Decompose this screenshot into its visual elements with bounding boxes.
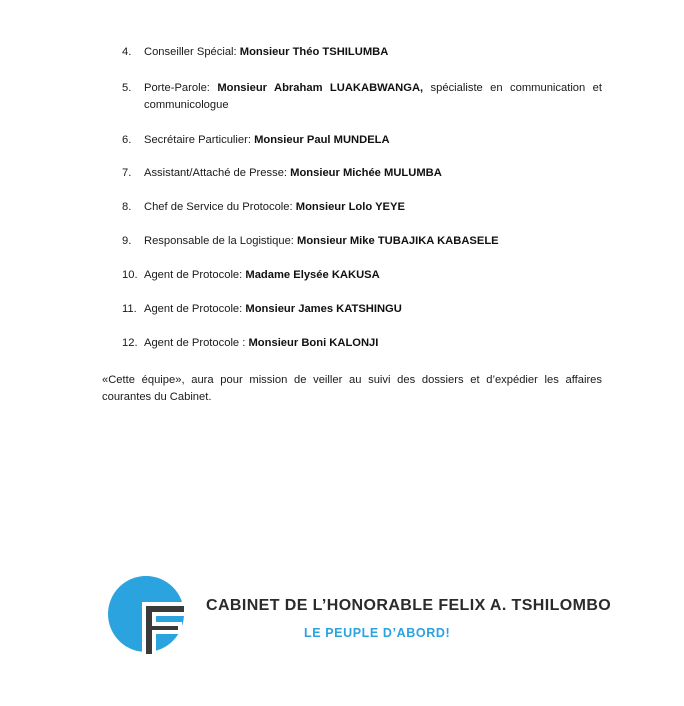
list-item bbox=[122, 165, 602, 182]
member-role: Agent de Protocole: bbox=[144, 269, 246, 281]
list-item bbox=[122, 267, 602, 284]
list-item bbox=[122, 80, 602, 114]
item-number: 5. bbox=[122, 82, 132, 94]
member-name: Monsieur Théo TSHILUMBA bbox=[239, 46, 389, 58]
member-role: Chef de Service du Protocole: bbox=[144, 201, 296, 213]
logo-graphic bbox=[108, 572, 198, 664]
member-role: Secrétaire Particulier: bbox=[144, 134, 255, 146]
f-circle-logo-icon bbox=[108, 572, 198, 664]
closing-paragraph: «Cette équipe», aura pour mission de veiller au suivi des dossiers et d’expédier les affaires courantes du Cabinet. bbox=[102, 374, 602, 403]
member-role: Agent de Protocole : bbox=[144, 337, 249, 349]
item-number: 6. bbox=[122, 134, 132, 146]
item-number: 4. bbox=[122, 46, 132, 58]
list-item bbox=[122, 132, 602, 149]
cabinet-brand-name: CABINET DE L’HONORABLE FELIX A. TSHILOMBO bbox=[206, 597, 612, 614]
member-name: Madame Elysée KAKUSA bbox=[245, 269, 380, 281]
member-name: Monsieur Abraham LUAKABWANGA, bbox=[217, 82, 424, 94]
item-number: 11. bbox=[122, 303, 137, 315]
member-role: Responsable de la Logistique: bbox=[144, 235, 298, 247]
item-number: 12. bbox=[122, 337, 138, 349]
list-item bbox=[122, 233, 602, 250]
member-role: Conseiller Spécial: bbox=[144, 46, 240, 58]
member-name: Monsieur Paul MUNDELA bbox=[254, 134, 390, 146]
member-name: Monsieur Boni KALONJI bbox=[248, 337, 379, 349]
item-number: 10. bbox=[122, 269, 138, 281]
member-role: Agent de Protocole: bbox=[144, 303, 246, 315]
cabinet-slogan: LE PEUPLE D’ABORD! bbox=[304, 626, 451, 640]
list-item bbox=[122, 301, 602, 318]
item-number: 9. bbox=[122, 235, 132, 247]
list-item bbox=[122, 44, 602, 61]
member-name: Monsieur James KATSHINGU bbox=[245, 303, 402, 315]
member-role: Assistant/Attaché de Presse: bbox=[144, 167, 291, 179]
member-name: Monsieur Lolo YEYE bbox=[295, 201, 405, 213]
list-item bbox=[122, 199, 602, 216]
member-note: spécialiste en communication et communicologue bbox=[144, 82, 602, 111]
list-item bbox=[122, 335, 602, 352]
item-number: 8. bbox=[122, 201, 132, 213]
member-role: Porte-Parole: bbox=[144, 82, 218, 94]
member-name: Monsieur Mike TUBAJIKA KABASELE bbox=[297, 235, 499, 247]
item-number: 7. bbox=[122, 167, 132, 179]
member-name: Monsieur Michée MULUMBA bbox=[290, 167, 442, 179]
